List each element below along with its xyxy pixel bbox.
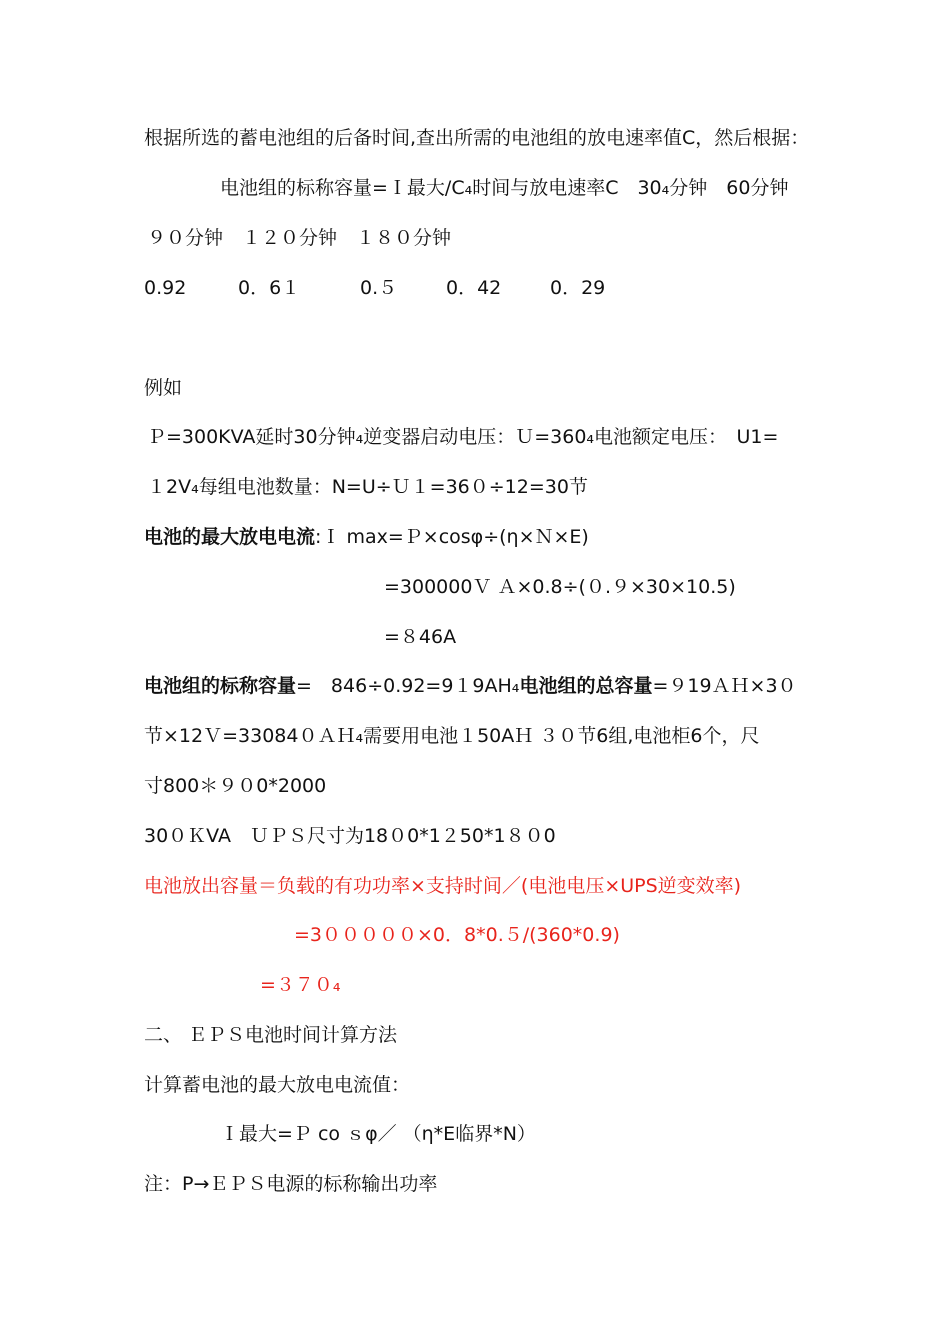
nominal-capacity-value: = 846÷0.92=9１9AH₄ [296, 675, 520, 697]
cabinet-size: 寸800＊９０0*2000 [144, 775, 327, 797]
time-headers-continued: ９０分钟 １２０分钟 １８０分钟 [147, 227, 452, 249]
section-heading-eps: 二、 ＥＰＳ电池时间计算方法 [144, 1024, 398, 1046]
paragraph-intro: 根据所选的蓄电池组的后备时间,查出所需的电池组的放电速率值C，然后根据： [144, 127, 810, 149]
discharge-capacity-calculation: =3０００００×0．8*0.５/(360*0.9) [294, 924, 620, 946]
example-battery-count: １2V₄每组电池数量：N=U÷Ｕ１=36０÷12=30节 [147, 476, 588, 498]
capacity-continued: 节×12Ｖ=33084０ＡＨ₄需要用电池１50AＨ ３０节6组,电池柜6个，尺 [144, 725, 760, 747]
rate-value: 0.５ [360, 277, 398, 299]
nominal-capacity-label: 电池组的标称容量 [144, 675, 297, 697]
capacity-line [144, 674, 797, 698]
max-current-result: =８46A [384, 626, 457, 648]
rate-value: 0．29 [550, 277, 606, 299]
discharge-capacity-formula: 电池放出容量＝负载的有功功率×支持时间／(电池电压×UPS逆变效率) [144, 875, 742, 897]
formula-nominal-capacity: 电池组的标称容量=Ｉ最大/C₄时间与放电速率C 30₄分钟 60分钟 [220, 177, 789, 199]
max-current-expression: :Ｉ max=Ｐ×cosφ÷(η×Ｎ×E) [315, 526, 589, 548]
eps-max-current-formula: Ｉ最大=Ｐ co ｓφ／ （η*E临界*N） [220, 1123, 536, 1145]
rate-value: 0．6１ [238, 277, 301, 299]
rate-value: 0．42 [446, 277, 502, 299]
max-current-label: 电池的最大放电电流 [144, 526, 316, 548]
total-capacity-value: =９19ＡＨ×3０ [652, 675, 797, 697]
eps-intro: 计算蓄电池的最大放电电流值： [144, 1074, 411, 1096]
total-capacity-label: 电池组的总容量 [519, 675, 653, 697]
example-parameters: Ｐ=300KVA延时30分钟₄逆变器启动电压：Ｕ=360₄电池额定电压： U1= [147, 426, 779, 448]
example-heading: 例如 [144, 377, 183, 399]
ups-size: 30０ＫVA ＵＰＳ尺寸为18０0*1２50*1８０0 [144, 825, 556, 847]
rate-value: 0.92 [144, 277, 187, 299]
max-current-calculation: =300000Ｖ Ａ×0.8÷(０.９×30×10.5) [384, 576, 736, 598]
eps-note: 注：P→ＥＰＳ电源的标称输出功率 [144, 1173, 438, 1195]
max-current-formula [144, 525, 589, 549]
discharge-capacity-result: =３７０₄ [260, 974, 341, 996]
